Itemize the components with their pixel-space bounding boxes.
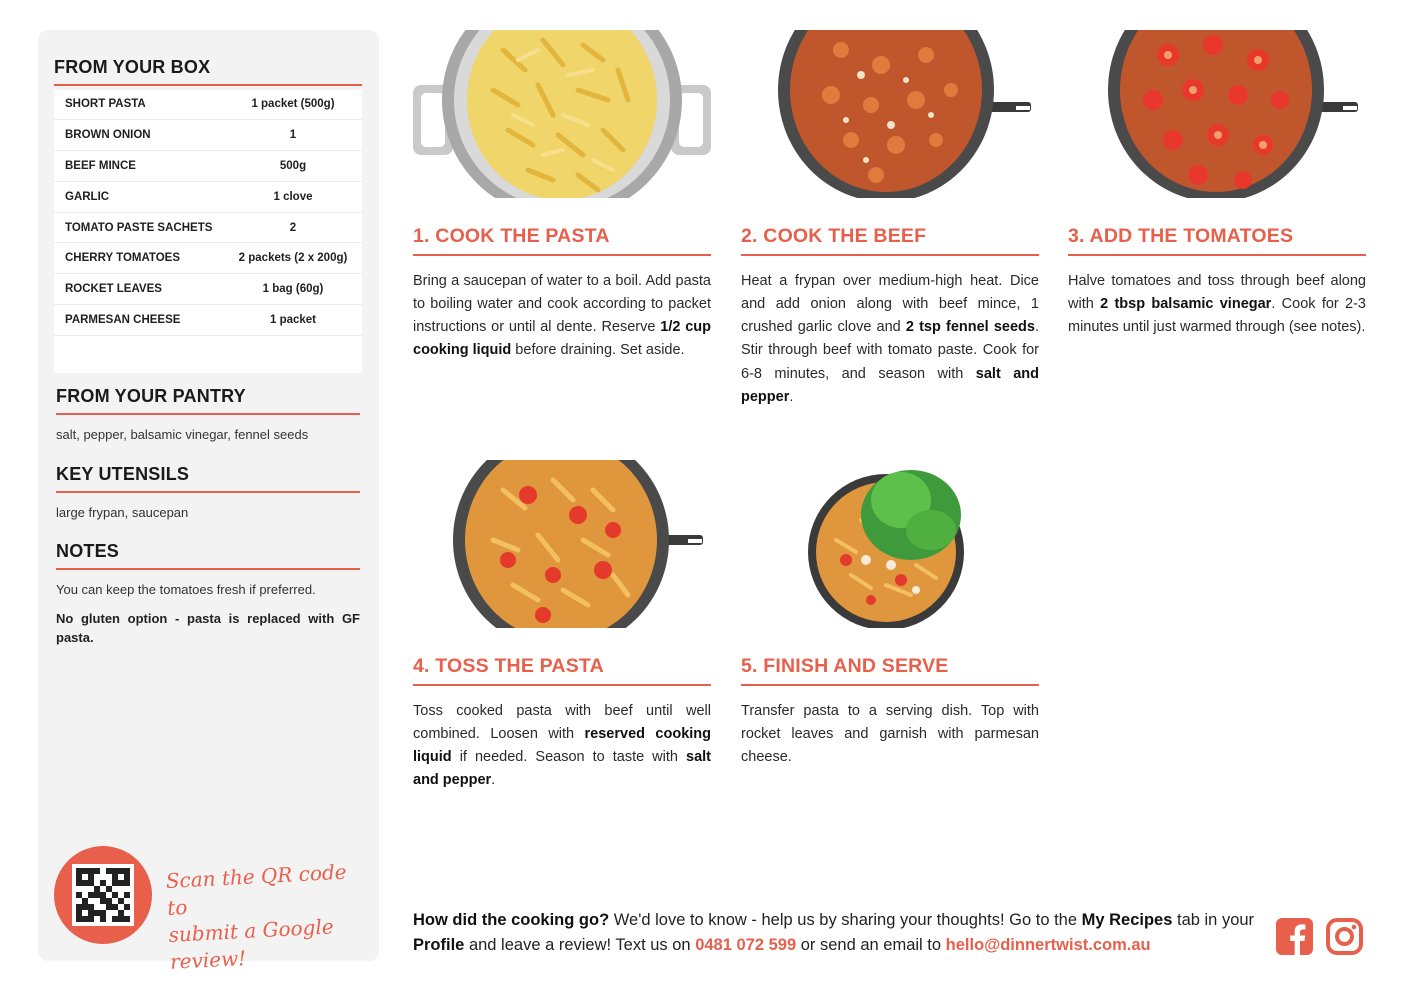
step-2-bold: 2 tsp fennel seeds [905,319,1035,336]
ingredient-qty: 2 packets (2 x 200g) [238,252,348,265]
box-title-rule [54,84,362,86]
step-5-title: 5. FINISH AND SERVE [741,655,949,677]
notes-gluten-text: No gluten option - pasta is replaced with GF pasta. [56,610,360,646]
ingredient-row [54,213,362,244]
qr-code-icon[interactable] [72,864,134,926]
ingredient-row [54,90,362,121]
step-2-text: Heat a frypan over medium-high heat. Dice and add onion along with beef mince, 1 crushed garlic clove and [741,272,1039,336]
pantry-rule [56,413,360,415]
step-1 [413,30,711,363]
step-3 [1068,30,1366,339]
box-title: FROM YOUR BOX [54,57,211,77]
utensils-section [56,464,360,522]
step-1-text: before draining. Set aside. [511,342,685,359]
my-recipes-link[interactable]: My Recipes [1081,911,1173,929]
step-1-photo [413,30,711,198]
ingredient-qty: 1 clove [273,190,313,203]
ingredient-qty: 1 bag (60g) [262,283,324,296]
ingredient-row [54,274,362,305]
step-5-text: Transfer pasta to a serving dish. Top with rocket leaves and garnish with parmesan cheese. [741,702,1039,766]
ingredient-name: GARLIC [65,190,110,203]
ingredient-name: SHORT PASTA [65,98,146,111]
ingredients-table [54,90,362,373]
footer-question: How did the cooking go? [413,911,610,929]
footer-text: We'd love to know - help us by sharing your thoughts! Go to the [609,911,1082,929]
utensils-text: large frypan, saucepan [56,504,189,520]
ingredient-row [54,243,362,274]
step-4-photo [413,460,711,628]
step-2-bold: salt and pepper [741,365,1040,405]
step-3-photo [1068,30,1366,198]
pantry-section [56,386,360,444]
step-4-body [413,700,711,793]
step-1-body [413,270,711,363]
qr-caption-line2: submit a Google review! [168,914,335,974]
step-2-title: 2. COOK THE BEEF [741,225,927,247]
email-link[interactable]: hello@dinnertwist.com.au [945,936,1151,954]
footer-review-text [413,908,1263,958]
notes-title: NOTES [56,541,120,561]
step-4-bold: salt and pepper [413,749,711,789]
ingredient-qty: 1 [289,129,297,142]
step-3-title: 3. ADD THE TOMATOES [1068,225,1294,247]
ingredient-name: BEEF MINCE [65,159,136,172]
sidebar [38,30,379,974]
qr-code-badge[interactable] [54,846,152,944]
ingredient-row [54,151,362,182]
ingredient-qty: 500g [279,159,307,172]
utensils-title: KEY UTENSILS [56,464,190,484]
ingredient-qty: 2 [289,221,297,234]
notes-section [56,541,360,648]
ingredient-row [54,305,362,336]
step-5-rule [741,684,1039,686]
ingredient-qty: 1 packet (500g) [251,98,335,111]
footer-text: and leave a review! Text us on [464,936,696,954]
step-4-text: if needed. Season to taste with [451,749,686,766]
step-2-text: . [789,388,794,405]
ingredient-name: TOMATO PASTE SACHETS [65,221,213,234]
step-3-text: . Cook for 2-3 minutes until just warmed through (see notes). [1068,295,1366,336]
step-3-body [1068,270,1366,340]
step-2-rule [741,254,1039,256]
notes-rule [56,568,360,570]
step-1-text: Bring a saucepan of water to a boil. Add pasta to boiling water and cook according to packet instructions or until al dente. Reserve [413,272,711,336]
footer-text: or send an email to [796,936,946,954]
step-2-photo [741,30,1039,198]
step-5 [741,460,1039,769]
step-4 [413,460,711,793]
step-5-body [741,700,1039,770]
facebook-icon[interactable] [1276,918,1313,955]
ingredient-name: CHERRY TOMATOES [65,252,181,265]
step-2 [741,30,1039,409]
step-4-rule [413,684,711,686]
step-3-rule [1068,254,1366,256]
step-2-text: . Stir through beef with tomato paste. Cook for 6-8 minutes, and season with [741,319,1039,382]
ingredient-row [54,120,362,151]
step-1-title: 1. COOK THE PASTA [413,225,610,247]
ingredient-name: PARMESAN CHEESE [65,313,181,326]
step-4-text: Toss cooked pasta with beef until well combined. Loosen with [413,702,711,742]
notes-text: You can keep the tomatoes fresh if preferred. [56,581,316,597]
step-5-photo [741,460,1039,628]
step-3-text: Halve tomatoes and toss through beef along with [1068,272,1366,312]
ingredient-name: ROCKET LEAVES [65,283,162,296]
ingredient-name: BROWN ONION [65,129,151,142]
phone-link[interactable]: 0481 072 599 [695,936,797,954]
ingredient-row [54,182,362,213]
profile-link[interactable]: Profile [413,936,465,954]
utensils-rule [56,491,360,493]
instagram-icon[interactable] [1326,918,1363,955]
step-4-text: . [491,772,496,789]
step-1-rule [413,254,711,256]
from-your-box-card [54,48,362,364]
step-4-title: 4. TOSS THE PASTA [413,655,604,677]
step-3-bold: 2 tbsp balsamic vinegar [1100,295,1272,312]
footer-text: tab in your [1172,911,1255,929]
step-4-bold: reserved cooking liquid [413,725,712,766]
ingredient-qty: 1 packet [269,313,317,326]
qr-caption [165,858,370,976]
pantry-title: FROM YOUR PANTRY [56,386,246,406]
qr-caption-line1: Scan the QR code to [165,859,348,921]
pantry-text: salt, pepper, balsamic vinegar, fennel seeds [56,426,309,442]
step-1-bold: 1/2 cup cooking liquid [413,319,712,359]
step-2-body [741,270,1039,410]
